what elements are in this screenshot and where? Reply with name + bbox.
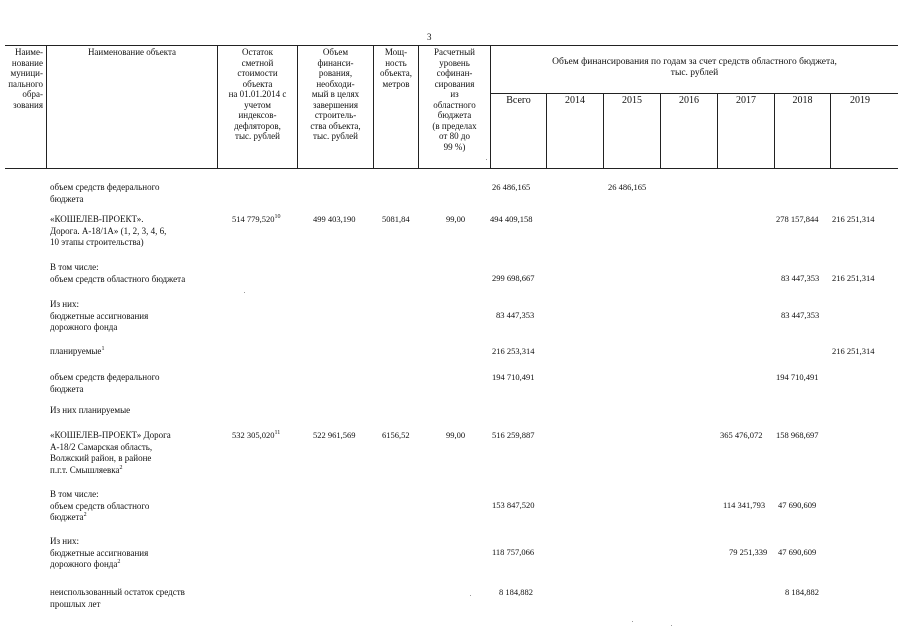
object-name-cell: объем средств федерального бюджета bbox=[50, 182, 160, 204]
year-2018-cell: 83 447,353 bbox=[781, 310, 820, 320]
footnote-ref: 1 bbox=[101, 346, 105, 352]
object-name-cell: планируемые$^1$ bbox=[50, 346, 105, 356]
scan-speck bbox=[486, 159, 487, 160]
scan-speck bbox=[470, 595, 471, 596]
object-name-cell: Из них: бюджетные ассигнования дорожного фонда bbox=[50, 299, 149, 332]
total-cell: 26 486,165 bbox=[492, 182, 531, 192]
funding-cell: 522 961,569 bbox=[313, 430, 356, 440]
header-year: 2018 bbox=[792, 95, 813, 106]
object-name-cell: В том числе: объем средств областного бюджета bbox=[50, 262, 186, 284]
header-financing-by-years: Объем финансирования по годам за счет средств областного бюджета, тыс. рублей bbox=[552, 57, 837, 78]
year-2018-cell: 194 710,491 bbox=[776, 372, 819, 382]
header-funding-needed: Объем финанси- рования, необходи- мый в целях завершения строитель- ства объекта, тыс. рублей bbox=[310, 47, 361, 141]
header-year: 2014 bbox=[565, 95, 585, 106]
page-number: 3 bbox=[427, 32, 432, 42]
total-cell: 216 253,314 bbox=[492, 346, 535, 356]
year-2019-cell: 216 251,314 bbox=[832, 273, 875, 283]
total-cell: 8 184,882 bbox=[499, 587, 533, 597]
cofinancing-cell: 99,00 bbox=[446, 430, 466, 440]
header-total: Всего bbox=[506, 95, 531, 106]
year-2015-cell: 26 486,165 bbox=[608, 182, 647, 192]
total-cell: 83 447,353 bbox=[496, 310, 535, 320]
header-year: 2015 bbox=[622, 95, 642, 106]
object-name-cell: В том числе: объем средств областного бюджета$^2$ bbox=[50, 489, 150, 522]
header-bottom-border bbox=[5, 168, 898, 169]
year-2018-cell: 8 184,882 bbox=[785, 587, 819, 597]
footnote-ref: 2 bbox=[83, 512, 87, 518]
total-cell: 194 710,491 bbox=[492, 372, 535, 382]
object-name-cell: объем средств федерального бюджета bbox=[50, 372, 160, 394]
footnote-ref: 2 bbox=[119, 464, 123, 471]
total-cell: 299 698,667 bbox=[492, 273, 535, 283]
remaining-cost-cell: 514 779,520$^{10}$ bbox=[232, 214, 281, 224]
total-cell: 153 847,520 bbox=[492, 500, 535, 510]
capacity-cell: 6156,52 bbox=[382, 430, 410, 440]
object-name-cell: Из них планируемые bbox=[50, 405, 131, 415]
header-year: 2016 bbox=[679, 95, 699, 106]
footnote-ref: 10 bbox=[274, 214, 281, 220]
total-cell: 494 409,158 bbox=[490, 214, 533, 224]
footnote-ref: 11 bbox=[274, 430, 281, 436]
cofinancing-cell: 99,00 bbox=[446, 214, 466, 224]
object-name-cell: неиспользованный остаток средств прошлых лет bbox=[50, 587, 185, 609]
year-2017-cell: 365 476,072 bbox=[720, 430, 763, 440]
header-municipality: Наиме- нование муници- пального обра- зования bbox=[8, 47, 43, 110]
year-2017-cell: 114 341,793 bbox=[723, 500, 766, 510]
header-cofinancing: Расчетный уровень софинан- сирования из областного бюджета (в пределах от 80 до 99 %) bbox=[432, 47, 477, 152]
total-cell: 118 757,066 bbox=[492, 547, 535, 557]
object-name-cell: «КОШЕЛЕВ-ПРОЕКТ». Дорога. А-18/1А» (1, 2, 3, 4, 6, 10 этапы строительства) bbox=[50, 214, 167, 247]
object-name-cell: «КОШЕЛЕВ-ПРОЕКТ» Дорога А-18/2 Самарская область, Волжский район, в районе п.г.т. Смышляевка$^2$ bbox=[50, 430, 171, 475]
year-2019-cell: 216 251,314 bbox=[832, 346, 875, 356]
scan-speck bbox=[671, 625, 672, 626]
scan-speck bbox=[632, 621, 633, 622]
header-capacity: Мощ- ность объекта, метров bbox=[379, 47, 413, 89]
year-2018-cell: 47 690,609 bbox=[778, 500, 817, 510]
year-2019-cell: 216 251,314 bbox=[832, 214, 875, 224]
header-year: 2017 bbox=[736, 95, 756, 106]
capacity-cell: 5081,84 bbox=[382, 214, 410, 224]
total-cell: 516 259,887 bbox=[492, 430, 535, 440]
header-remaining-cost: Остаток сметной стоимости объекта на 01.01.2014 с учетом индексов- дефляторов, тыс. рублей bbox=[228, 47, 287, 141]
years-top-border bbox=[490, 93, 898, 94]
year-2018-cell: 158 968,697 bbox=[776, 430, 819, 440]
object-name-cell: Из них: бюджетные ассигнования дорожного фонда$^2$ bbox=[50, 536, 149, 569]
remaining-cost-cell: 532 305,020$^{11}$ bbox=[232, 430, 281, 440]
footnote-ref: 2 bbox=[117, 559, 121, 565]
year-2018-cell: 278 157,844 bbox=[776, 214, 819, 224]
funding-cell: 499 403,190 bbox=[313, 214, 356, 224]
year-2018-cell: 47 690,609 bbox=[778, 547, 817, 557]
header-year: 2019 bbox=[850, 95, 870, 106]
header-object-name: Наименование объекта bbox=[87, 47, 177, 57]
year-2017-cell: 79 251,339 bbox=[729, 547, 768, 557]
scan-speck bbox=[244, 292, 245, 293]
year-2018-cell: 83 447,353 bbox=[781, 273, 820, 283]
